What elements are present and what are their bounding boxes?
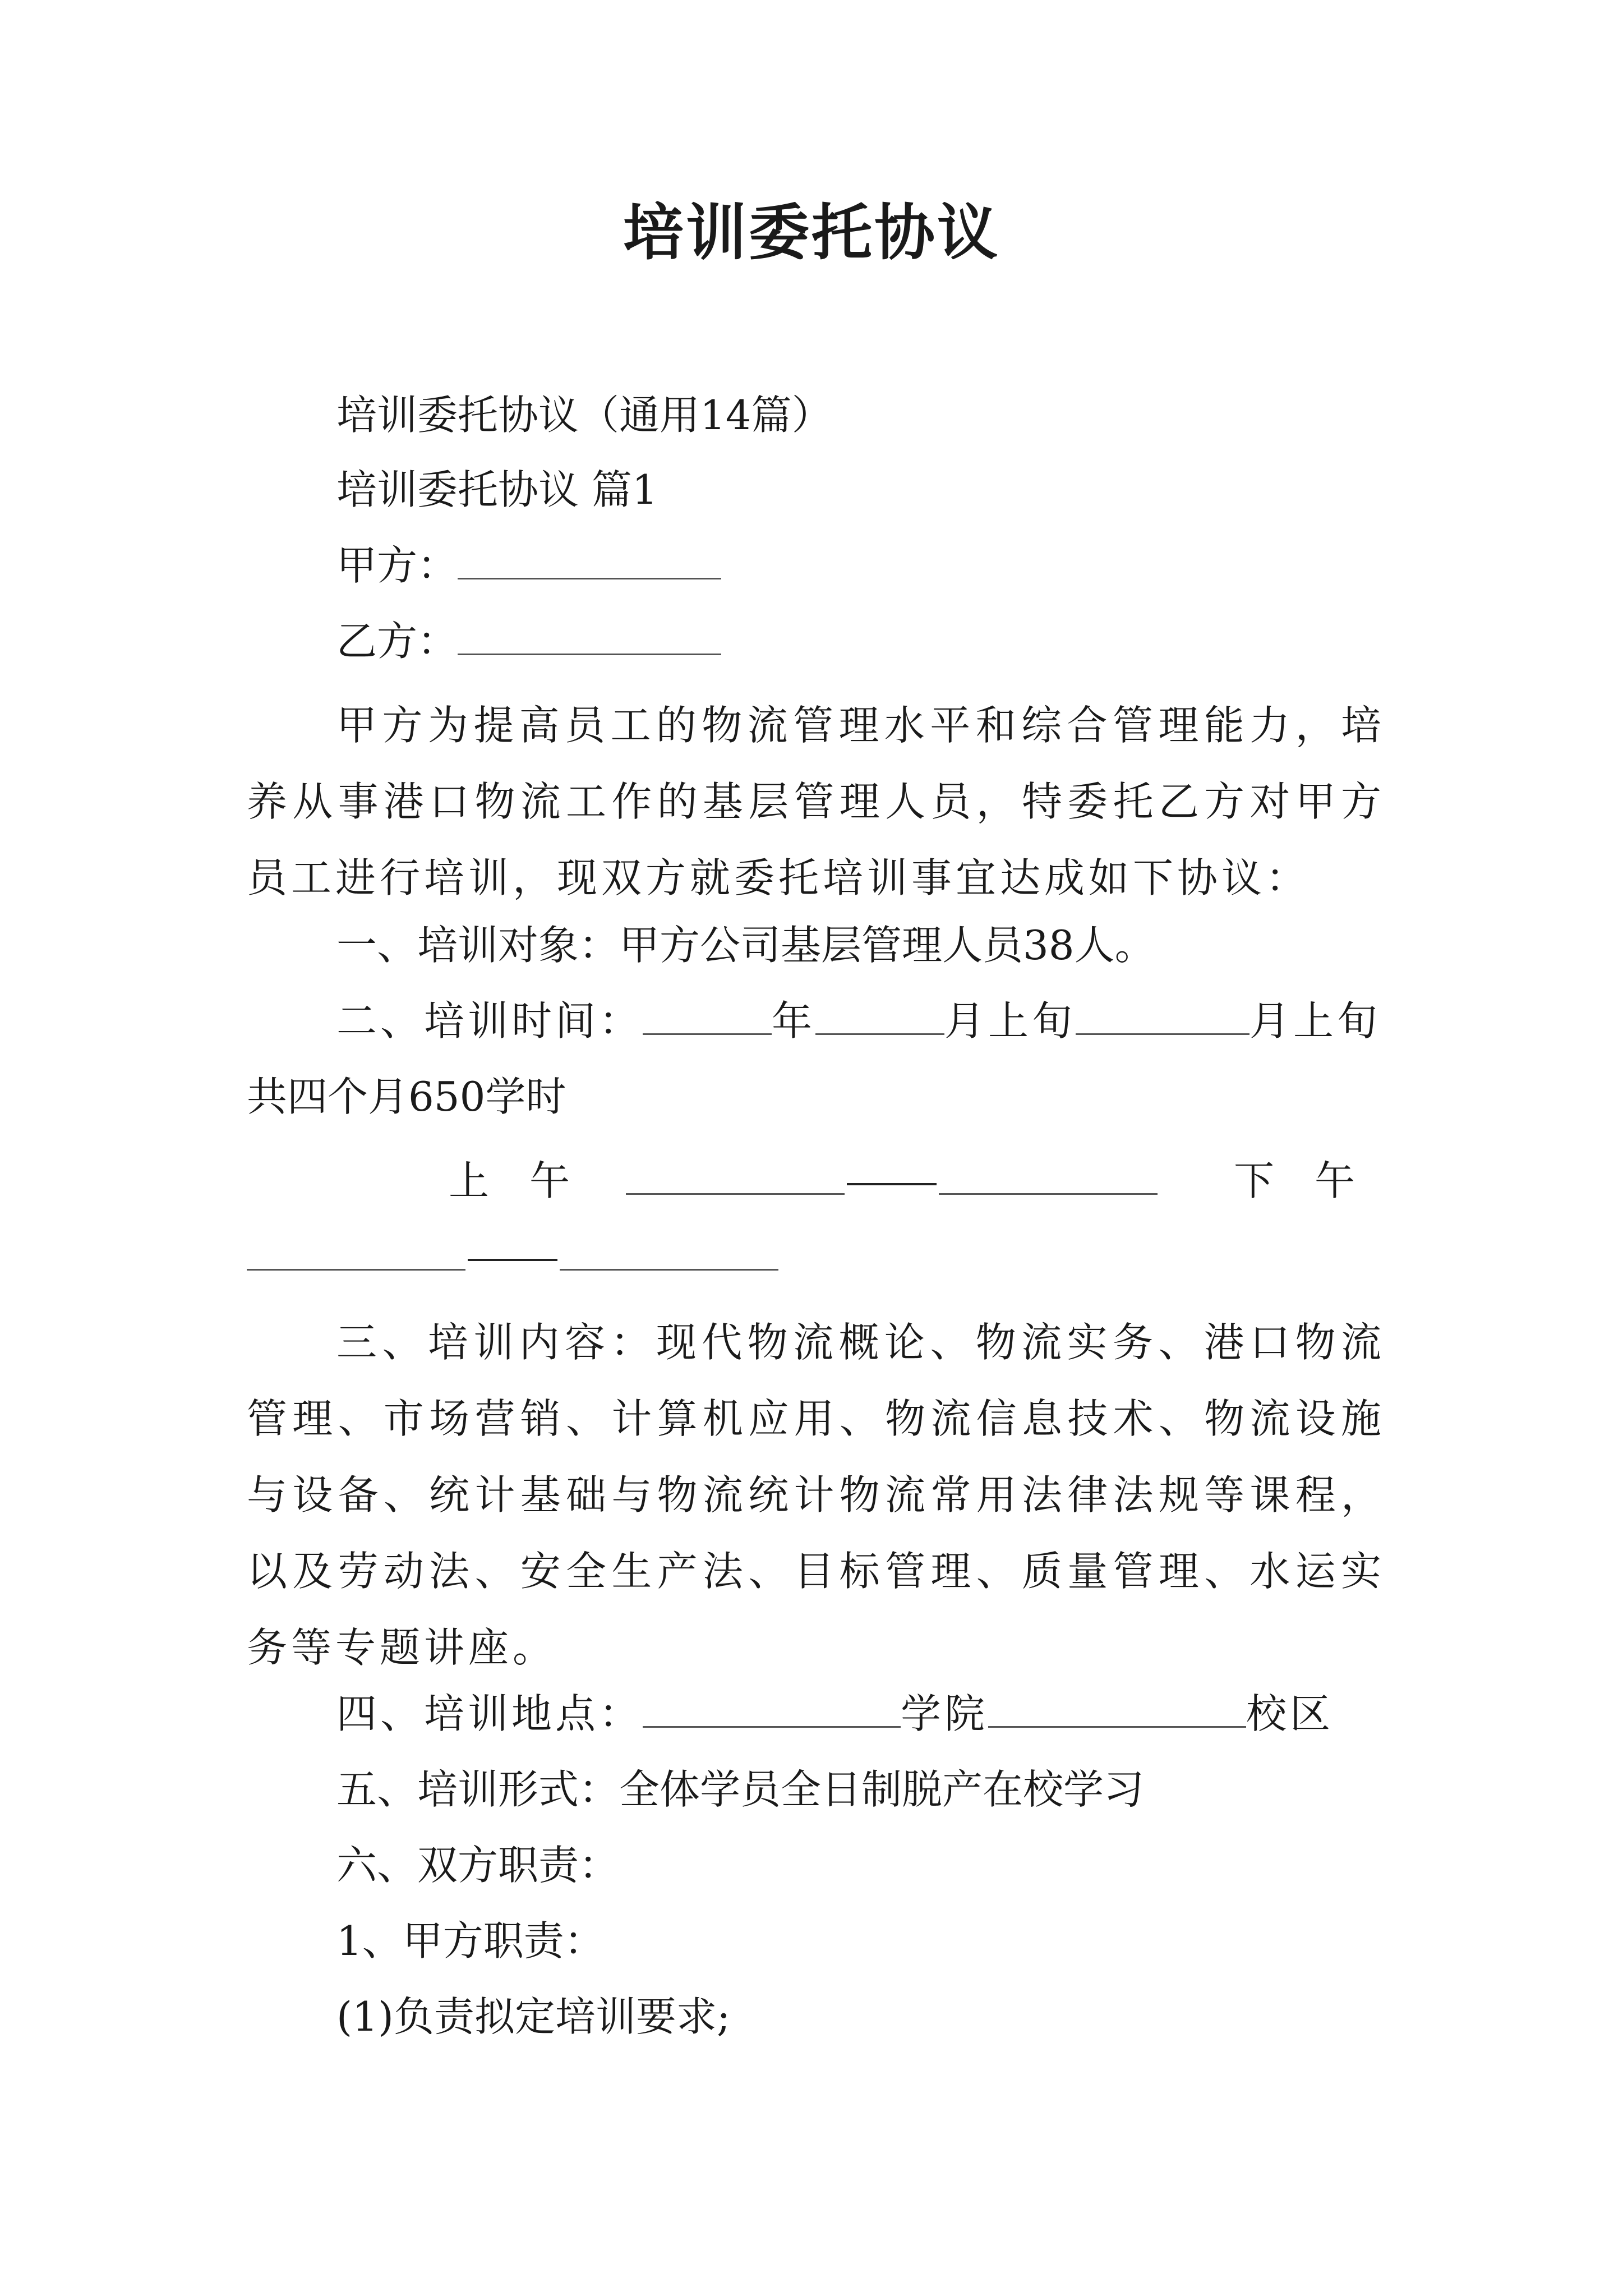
training-time-label: 二、培训时间： (336, 997, 643, 1045)
morning-line (449, 1153, 1158, 1209)
afternoon-dash (468, 1259, 557, 1261)
party-a-label: 甲方： (336, 542, 458, 589)
item-training-time (336, 993, 1381, 1049)
party-a-line (336, 537, 721, 593)
morning-dash (847, 1183, 937, 1185)
campus-text: 校区 (1246, 1690, 1334, 1737)
morning-label: 上 午 (449, 1157, 570, 1204)
year-text: 年 (772, 997, 816, 1045)
morning-start-blank (626, 1157, 845, 1195)
document-title: 培训委托协议 (623, 197, 1000, 268)
year-blank (643, 997, 772, 1035)
afternoon-end-blank (560, 1233, 778, 1271)
intro-paragraph: 甲方为提高员工的物流管理水平和综合管理能力，培养从事港口物流工作的基层管理人员，特委托乙方对甲方员工进行培训，现双方就委托培训事宜达成如下协议： (247, 702, 1385, 901)
party-b-label: 乙方： (336, 618, 458, 665)
college-text: 学院 (901, 1690, 989, 1737)
item-party-a-duty-1: (1)负责拟定培训要求; (336, 1993, 731, 2040)
month-early-text-2: 月上旬 (1249, 997, 1381, 1045)
document-subtitle: 培训委托协议（通用14篇） (336, 392, 832, 439)
month-blank-1 (815, 997, 944, 1035)
item-training-form: 五、培训形式：全体学员全日制脱产在校学习 (336, 1766, 1145, 1813)
section-heading: 培训委托协议 篇1 (336, 466, 658, 513)
month-blank-2 (1076, 997, 1249, 1035)
item-training-target: 一、培训对象：甲方公司基层管理人员38人。 (336, 922, 1155, 969)
campus-blank (988, 1690, 1246, 1728)
morning-end-blank (939, 1157, 1158, 1195)
item-responsibilities: 六、双方职责： (336, 1842, 620, 1889)
month-early-text-1: 月上旬 (944, 997, 1076, 1045)
afternoon-start-blank (247, 1233, 465, 1271)
item-training-location (336, 1686, 1334, 1742)
item-party-a-responsibilities: 1、甲方职责： (336, 1917, 605, 1964)
item-training-content: 三、培训内容：现代物流概论、物流实务、港口物流管理、市场营销、计算机应用、物流信息技术、物流设施与设备、统计基础与物流统计物流常用法律法规等课程，以及劳动法、安全生产法、目标管理、质量管理、水运实务等专题讲座。 (247, 1319, 1385, 1671)
afternoon-line (247, 1228, 778, 1285)
party-b-line (336, 613, 721, 669)
afternoon-label: 下 午 (1234, 1157, 1355, 1204)
training-location-label: 四、培训地点： (336, 1690, 643, 1737)
party-a-blank (458, 542, 721, 579)
party-b-blank (458, 618, 721, 655)
college-blank (643, 1690, 901, 1728)
item-training-total: 共四个月650学时 (247, 1073, 566, 1120)
